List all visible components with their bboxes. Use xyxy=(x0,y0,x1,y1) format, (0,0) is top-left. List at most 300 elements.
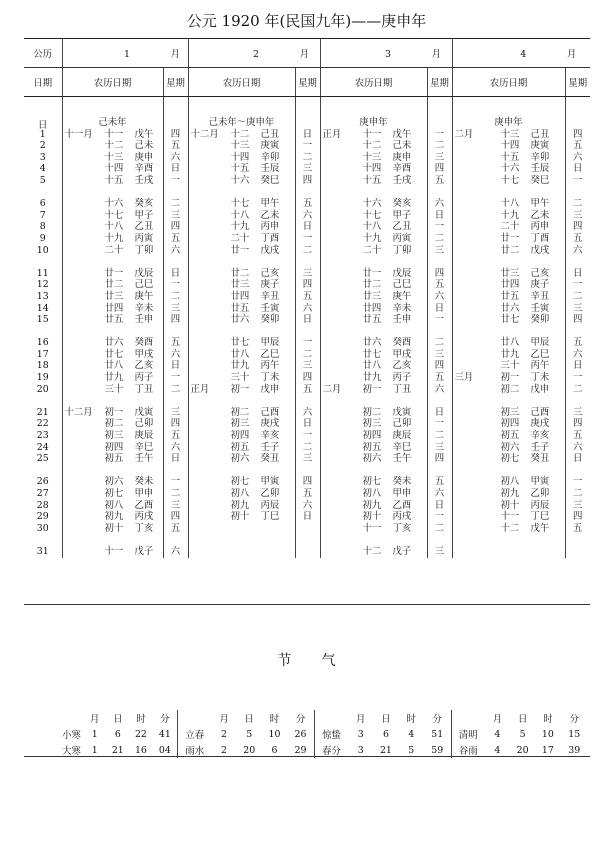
lunar-day xyxy=(63,279,163,291)
weekday: 二 xyxy=(302,348,313,360)
nongli-header: 农历日期 xyxy=(452,68,565,97)
ganzhi: 癸酉 xyxy=(134,337,154,349)
lunar-date: 初十 xyxy=(500,499,520,511)
lunar-day xyxy=(63,152,163,164)
jieqi-value: 2 xyxy=(221,744,227,756)
ganzhi: 甲子 xyxy=(392,209,412,221)
ganzhi: 庚申 xyxy=(392,151,412,163)
ganzhi: 丁酉 xyxy=(530,232,550,244)
lunar-date: 初三 xyxy=(362,418,382,430)
lunar-day xyxy=(63,488,163,500)
lunar-day xyxy=(189,152,295,164)
ganzhi: 壬申 xyxy=(134,314,154,326)
weekday: 日 xyxy=(170,360,181,372)
weekday: 六 xyxy=(573,348,583,360)
lunar-date: 十二 xyxy=(230,128,250,140)
lunar-day xyxy=(189,337,295,349)
jieqi-value: 22 xyxy=(134,728,147,740)
jieqi-name: 春分 xyxy=(314,742,348,758)
day-number: 3 xyxy=(39,151,46,163)
day-number: 9 xyxy=(39,232,46,244)
lunar-day xyxy=(321,418,427,430)
lunar-date: 廿八 xyxy=(230,348,250,360)
ganzhi: 己丑 xyxy=(260,128,280,140)
lunar-day xyxy=(453,291,565,303)
jieqi-head: 日 xyxy=(244,714,254,725)
lunar-day xyxy=(453,360,565,372)
lunar-date: 初三 xyxy=(230,418,250,430)
lunar-day xyxy=(321,233,427,245)
lunar-date: 廿三 xyxy=(230,279,250,291)
lunar-date: 十三 xyxy=(362,151,382,163)
nongli-header: 农历日期 xyxy=(62,68,163,97)
ganzhi: 辛丑 xyxy=(260,290,280,302)
lunar-day xyxy=(63,546,163,558)
ganzhi: 庚辰 xyxy=(134,430,154,442)
lunar-date: 廿七 xyxy=(230,337,250,349)
weekday: 五 xyxy=(170,140,181,152)
lunar-date: 初一 xyxy=(500,372,520,384)
jieqi-value: 3 xyxy=(357,744,364,756)
ganzhi: 己亥 xyxy=(530,267,550,279)
lunar-day xyxy=(321,511,427,523)
body-row xyxy=(24,97,590,558)
lunar-date: 初九 xyxy=(500,488,520,499)
lunar-date: 初六 xyxy=(230,453,250,465)
weekday: 五 xyxy=(434,279,445,291)
weekday: 五 xyxy=(434,476,445,488)
day-number: 26 xyxy=(36,476,49,488)
lunar-day xyxy=(321,337,427,349)
weekday: 一 xyxy=(434,221,445,233)
month-header-1: 1 月 xyxy=(62,39,188,68)
weekday: 日 xyxy=(302,314,313,326)
ganzhi: 壬戌 xyxy=(134,174,154,186)
lunar-day xyxy=(63,163,163,175)
ganzhi: 丙子 xyxy=(392,372,412,384)
lunar-date: 三十 xyxy=(230,372,250,384)
lunar-day xyxy=(321,523,427,535)
weekday: 四 xyxy=(170,418,181,430)
jieqi-head: 月 xyxy=(89,714,100,725)
lunar-day xyxy=(321,407,427,419)
lunar-day xyxy=(453,546,565,558)
ganzhi: 癸巳 xyxy=(260,174,280,186)
jieqi-header-row xyxy=(60,710,588,726)
weekday: 六 xyxy=(302,209,313,221)
ganzhi: 丁巳 xyxy=(530,511,550,523)
ganzhi: 丁丑 xyxy=(392,383,412,395)
lunar-date: 初六 xyxy=(104,476,124,488)
day-number: 28 xyxy=(36,499,49,511)
lunar-day xyxy=(189,407,295,419)
lunar-month: 正月 xyxy=(190,383,210,395)
weekday: 四 xyxy=(434,360,445,372)
lunar-date: 廿四 xyxy=(230,290,250,302)
lunar-date: 十七 xyxy=(230,198,250,210)
ganzhi: 己亥 xyxy=(260,267,280,279)
lunar-day xyxy=(453,152,565,164)
lunar-date: 廿九 xyxy=(104,372,124,384)
lunar-day xyxy=(321,163,427,175)
ganzhi: 庚戌 xyxy=(260,418,280,430)
lunar-date: 十七 xyxy=(104,209,124,221)
jieqi-value: 10 xyxy=(541,728,554,740)
day-label: 日 xyxy=(38,120,48,131)
lunar-day xyxy=(63,442,163,454)
lunar-day xyxy=(189,129,295,141)
lunar-date: 廿六 xyxy=(230,314,250,326)
ganzhi: 辛亥 xyxy=(260,430,280,442)
lunar-day xyxy=(63,511,163,523)
weekday: 一 xyxy=(302,430,313,442)
weekday: 五 xyxy=(573,337,583,349)
lunar-date: 初四 xyxy=(230,430,250,442)
lunar-day xyxy=(321,152,427,164)
lunar-date: 十六 xyxy=(230,174,250,186)
lunar-date: 廿一 xyxy=(104,267,124,279)
ganzhi: 丙寅 xyxy=(134,232,154,244)
jieqi-head: 分 xyxy=(569,714,579,725)
lunar-day xyxy=(63,407,163,419)
lunar-date: 初一 xyxy=(362,383,382,395)
lunar-day xyxy=(321,314,427,326)
weekday: 二 xyxy=(170,290,181,302)
day-number: 20 xyxy=(36,383,49,395)
lunar-day xyxy=(321,221,427,233)
weekday: 日 xyxy=(170,453,181,465)
weekday: 五 xyxy=(302,488,313,499)
weekday: 日 xyxy=(434,209,445,221)
lunar-date: 初五 xyxy=(230,441,250,453)
ganzhi: 戊午 xyxy=(392,128,412,140)
lunar-date: 廿二 xyxy=(500,244,520,256)
lunar-day xyxy=(453,500,565,512)
jieqi-value: 1 xyxy=(91,744,98,756)
lunar-date: 初三 xyxy=(104,430,124,442)
lunar-day xyxy=(453,442,565,454)
ganzhi: 癸未 xyxy=(392,476,412,488)
lunar-day xyxy=(189,418,295,430)
lunar-day xyxy=(453,511,565,523)
ganzhi: 甲申 xyxy=(134,488,154,499)
ganzhi: 戊辰 xyxy=(134,267,154,279)
ganzhi: 甲申 xyxy=(392,488,412,499)
lunar-day xyxy=(189,163,295,175)
weekday: 日 xyxy=(434,499,445,511)
weekday: 四 xyxy=(573,128,583,140)
lunar-date: 廿一 xyxy=(500,232,520,244)
lunar-day xyxy=(321,442,427,454)
day-number: 8 xyxy=(39,221,46,233)
jieqi-table xyxy=(60,710,588,758)
lunar-date: 十八 xyxy=(104,221,124,233)
ganzhi: 壬戌 xyxy=(392,174,412,186)
ganzhi: 戊戌 xyxy=(260,244,280,256)
jieqi-value: 2 xyxy=(221,728,227,740)
lunar-date: 十九 xyxy=(362,232,382,244)
jieqi-value: 20 xyxy=(516,744,529,756)
lunar-day xyxy=(453,476,565,488)
ganzhi: 己巳 xyxy=(392,279,412,291)
lunar-day xyxy=(63,233,163,245)
lunar-day xyxy=(321,476,427,488)
lunar-date: 廿八 xyxy=(500,337,520,349)
day-number-column xyxy=(24,97,62,558)
ganzhi: 乙丑 xyxy=(392,221,412,233)
lunar-date: 初五 xyxy=(104,453,124,465)
weekday: 日 xyxy=(434,406,445,418)
weekday: 四 xyxy=(434,163,445,175)
weekday-column-4 xyxy=(565,97,590,558)
ganzhi: 辛未 xyxy=(392,302,412,314)
lunar-date: 十六 xyxy=(362,198,382,210)
lunar-date: 廿九 xyxy=(230,360,250,372)
lunar-day xyxy=(189,511,295,523)
lunar-day xyxy=(321,349,427,361)
weekday: 二 xyxy=(573,198,583,210)
jieqi-title: 节气 xyxy=(277,653,366,669)
ganzhi: 戊申 xyxy=(530,383,550,395)
weekday: 一 xyxy=(302,140,313,152)
ganzhi: 乙未 xyxy=(530,209,550,221)
lunar-day xyxy=(453,198,565,210)
jieqi-value: 5 xyxy=(246,728,253,740)
weekday: 三 xyxy=(170,302,181,314)
lunar-date: 初一 xyxy=(104,406,124,418)
jieqi-value: 5 xyxy=(408,744,415,756)
weekday: 二 xyxy=(302,244,313,256)
weekday: 四 xyxy=(302,372,313,384)
ganzhi: 戊子 xyxy=(392,545,412,557)
lunar-date: 初九 xyxy=(230,499,250,511)
day-number: 4 xyxy=(39,163,46,175)
lunar-day xyxy=(321,140,427,152)
weekday: 一 xyxy=(302,232,313,244)
weekday: 二 xyxy=(434,232,445,244)
weekday: 四 xyxy=(434,267,445,279)
ganzhi: 己卯 xyxy=(392,418,412,430)
header-row-months xyxy=(24,39,590,68)
month-header-2: 2 月 xyxy=(188,39,320,68)
gongli-label: 公历 xyxy=(24,39,62,68)
ganzhi: 戊戌 xyxy=(530,244,550,256)
weekday: 五 xyxy=(302,383,313,395)
lunar-day xyxy=(453,430,565,442)
jieqi-value: 4 xyxy=(494,728,501,740)
lunar-date: 二十 xyxy=(230,232,250,244)
lunar-date: 初六 xyxy=(500,441,520,453)
lunar-date: 二十 xyxy=(362,244,382,256)
ganzhi: 乙亥 xyxy=(392,360,412,372)
lunar-column-1 xyxy=(62,97,163,558)
lunar-day xyxy=(63,140,163,152)
ganzhi: 癸巳 xyxy=(530,174,550,186)
lunar-date: 初四 xyxy=(500,418,520,430)
lunar-day xyxy=(321,175,427,187)
month-header-4: 4 月 xyxy=(452,39,590,68)
lunar-date: 初五 xyxy=(500,430,520,442)
lunar-day xyxy=(321,129,427,141)
weekday: 五 xyxy=(302,198,313,210)
weekday: 三 xyxy=(573,499,583,511)
year-note: 庚申年 xyxy=(359,117,388,128)
lunar-date: 十四 xyxy=(362,163,382,175)
lunar-day xyxy=(321,546,427,558)
day-number: 12 xyxy=(36,279,49,291)
ganzhi: 辛酉 xyxy=(392,163,412,175)
lunar-date: 十六 xyxy=(500,163,520,175)
ganzhi: 丙戌 xyxy=(134,511,154,523)
weekday: 四 xyxy=(302,174,313,186)
jieqi-head: 时 xyxy=(269,714,280,725)
weekday: 四 xyxy=(170,314,181,326)
weekday: 二 xyxy=(434,430,445,442)
lunar-day xyxy=(321,500,427,512)
weekday: 二 xyxy=(170,198,181,210)
ganzhi: 己丑 xyxy=(530,128,550,140)
ganzhi: 甲戌 xyxy=(134,348,154,360)
lunar-day xyxy=(63,418,163,430)
lunar-day xyxy=(189,221,295,233)
lunar-date: 初八 xyxy=(500,476,520,488)
lunar-date: 廿八 xyxy=(362,360,382,372)
weekday: 三 xyxy=(302,360,313,372)
lunar-date: 二十 xyxy=(500,221,520,233)
lunar-date: 十五 xyxy=(500,151,520,163)
lunar-day xyxy=(453,384,565,396)
weekday: 二 xyxy=(302,151,313,163)
lunar-day xyxy=(453,303,565,315)
lunar-month: 二月 xyxy=(454,128,474,140)
lunar-date: 廿二 xyxy=(104,279,124,291)
lunar-day xyxy=(189,360,295,372)
jieqi-name: 立春 xyxy=(178,726,212,742)
lunar-date: 十二 xyxy=(362,545,382,557)
ganzhi: 戊午 xyxy=(134,128,154,140)
ganzhi: 辛酉 xyxy=(134,163,154,175)
weekday: 一 xyxy=(573,476,583,488)
weekday: 六 xyxy=(302,499,313,511)
ganzhi: 乙亥 xyxy=(134,360,154,372)
lunar-date: 十八 xyxy=(500,198,520,210)
jieqi-head: 时 xyxy=(136,714,146,725)
jieqi-value: 29 xyxy=(294,744,307,756)
jieqi-value: 16 xyxy=(134,744,147,756)
lunar-date: 初二 xyxy=(500,383,520,395)
ganzhi: 乙酉 xyxy=(392,499,412,511)
jieqi-value: 4 xyxy=(494,744,501,756)
jieqi-name: 小寒 xyxy=(62,730,81,741)
weekday: 四 xyxy=(573,511,583,523)
weekday: 四 xyxy=(170,511,181,523)
ganzhi: 丙午 xyxy=(530,360,550,372)
day-number: 31 xyxy=(36,545,49,557)
ganzhi: 戊子 xyxy=(134,545,154,557)
day-number: 13 xyxy=(36,290,49,302)
jieqi-name: 清明 xyxy=(451,726,485,742)
ganzhi: 戊申 xyxy=(260,383,280,395)
lunar-date: 廿一 xyxy=(230,244,250,256)
ganzhi: 癸酉 xyxy=(392,337,412,349)
weekday-column-2 xyxy=(295,97,320,558)
lunar-date: 廿九 xyxy=(500,348,520,360)
weekday: 日 xyxy=(302,128,313,140)
jieqi-value: 21 xyxy=(379,744,392,756)
lunar-column-4 xyxy=(452,97,565,558)
lunar-date: 初九 xyxy=(362,499,382,511)
lunar-date: 初十 xyxy=(230,511,250,523)
ganzhi: 壬寅 xyxy=(260,302,280,314)
day-number: 19 xyxy=(36,372,49,384)
nongli-header: 农历日期 xyxy=(320,68,427,97)
weekday: 五 xyxy=(170,430,181,442)
ganzhi: 己酉 xyxy=(260,406,280,418)
weekday xyxy=(296,523,320,535)
lunar-date: 初八 xyxy=(230,488,250,499)
weekday: 一 xyxy=(170,279,181,291)
lunar-month: 正月 xyxy=(322,128,342,140)
jieqi-value: 6 xyxy=(382,728,389,740)
lunar-date: 初七 xyxy=(104,488,124,499)
ganzhi: 甲子 xyxy=(134,209,154,221)
jieqi-head: 月 xyxy=(219,714,229,725)
jieqi-head: 时 xyxy=(406,714,416,725)
ganzhi: 庚戌 xyxy=(530,418,550,430)
lunar-date: 十一 xyxy=(500,511,520,523)
weekday: 五 xyxy=(573,522,583,534)
lunar-date: 十六 xyxy=(104,198,124,210)
lunar-date: 初二 xyxy=(230,406,250,418)
year-note: 己未年～庚申年 xyxy=(208,117,275,128)
jieqi-value: 26 xyxy=(294,728,307,740)
lunar-day xyxy=(321,279,427,291)
lunar-date: 十三 xyxy=(230,140,250,152)
lunar-day xyxy=(189,430,295,442)
lunar-column-3 xyxy=(320,97,427,558)
lunar-month: 十二月 xyxy=(64,406,93,418)
day-number: 25 xyxy=(36,453,49,465)
lunar-date: 廿三 xyxy=(500,267,520,279)
lunar-month: 二月 xyxy=(322,383,342,395)
ganzhi: 己未 xyxy=(392,140,412,152)
weekday: 六 xyxy=(170,545,181,557)
lunar-date: 廿四 xyxy=(104,302,124,314)
lunar-day xyxy=(189,546,295,558)
lunar-day xyxy=(63,210,163,222)
lunar-date: 初九 xyxy=(104,511,124,523)
weekday: 二 xyxy=(573,290,583,302)
weekday: 五 xyxy=(573,232,583,244)
weekday: 六 xyxy=(573,151,583,163)
ganzhi: 己酉 xyxy=(530,406,550,418)
lunar-day xyxy=(189,291,295,303)
ganzhi: 庚子 xyxy=(530,279,550,291)
ganzhi: 己未 xyxy=(134,140,154,152)
day-number: 27 xyxy=(36,488,49,499)
lunar-day xyxy=(321,245,427,257)
ganzhi: 庚辰 xyxy=(392,430,412,442)
jieqi-value: 4 xyxy=(408,728,415,740)
weekday: 一 xyxy=(302,337,313,349)
ganzhi: 戊午 xyxy=(530,522,550,534)
weekday: 三 xyxy=(170,406,181,418)
day-number: 24 xyxy=(36,441,49,453)
lunar-day xyxy=(453,233,565,245)
lunar-date: 三十 xyxy=(500,360,520,372)
ganzhi: 乙卯 xyxy=(260,488,280,499)
lunar-day xyxy=(63,245,163,257)
